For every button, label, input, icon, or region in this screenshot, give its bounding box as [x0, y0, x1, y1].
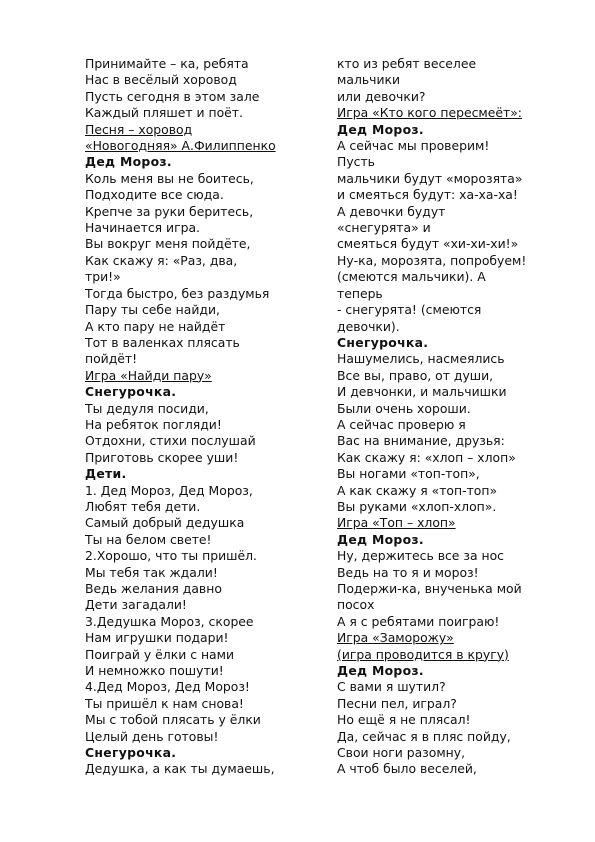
speaker-heading: Снегурочка.	[337, 334, 429, 350]
text-line: Подержи-ка, внученька мой	[337, 581, 522, 596]
text-line: - снегурята! (смеются	[337, 302, 482, 318]
text-line: А как скажу я «топ-топ»	[337, 482, 498, 498]
text-line: А сейчас проверю я	[337, 416, 466, 432]
text-line: Приготовь скорее уши!	[85, 449, 239, 465]
text-line: мальчики	[337, 72, 401, 88]
text-line: (смеются мальчики). А	[337, 269, 486, 285]
text-line: Мы тебя так ждали!	[85, 564, 218, 580]
text-line: или девочки?	[337, 88, 426, 104]
activity-heading: Игра «Кто кого пересмеёт»:	[337, 105, 522, 121]
text-line: Пусть сегодня в этом зале	[85, 88, 260, 104]
speaker-heading: Дед Мороз.	[337, 121, 424, 137]
text-line: Целый день готовы!	[85, 728, 219, 744]
speaker-heading: Снегурочка.	[85, 745, 177, 761]
text-line: А девочки будут	[337, 203, 446, 219]
text-line: Тогда быстро, без раздумья	[85, 285, 270, 301]
text-line: Коль меня вы не боитесь,	[85, 170, 254, 186]
text-line: «снегурята» и	[337, 220, 431, 236]
text-line: С вами я шутил?	[337, 679, 446, 695]
text-line: А я с ребятами поиграю!	[337, 613, 500, 629]
text-line: Дедушка, а как ты думаешь,	[85, 761, 275, 777]
text-line: Все вы, право, от души,	[337, 367, 494, 383]
text-line: посох	[337, 597, 375, 613]
text-line: 1. Дед Мороз, Дед Мороз,	[85, 482, 253, 498]
text-line: Свои ноги разомну,	[337, 745, 466, 761]
speaker-heading: Дед Мороз.	[337, 531, 424, 547]
text-line: Были очень хороши.	[337, 400, 471, 416]
text-line: 3.Дедушка Мороз, скорее	[85, 613, 254, 629]
text-line: Подходите все сюда.	[85, 187, 224, 203]
text-line: Нам игрушки подари!	[85, 630, 229, 646]
text-line: Поиграй у ёлки с нами	[85, 646, 235, 662]
text-line: пойдёт!	[85, 351, 138, 367]
text-line: Крепче за руки беритесь,	[85, 203, 254, 219]
text-line: Вы ногами «топ-топ»,	[337, 466, 480, 482]
text-line: теперь	[337, 285, 383, 301]
text-line: три!»	[85, 269, 121, 285]
text-line: Вы вокруг меня пойдёте,	[85, 236, 251, 252]
text-line: Как скажу я: «хлоп – хлоп»	[337, 449, 516, 465]
text-line: Ведь желания давно	[85, 581, 222, 596]
activity-heading: «Новогодняя» А.Филиппенко	[85, 138, 276, 154]
speaker-heading: Дед Мороз.	[85, 154, 172, 170]
text-line: Ты на белом свете!	[85, 531, 212, 547]
text-line: На ребяток погляди!	[85, 416, 222, 432]
text-line: и смеяться будут: ха-ха-ха!	[337, 187, 518, 203]
activity-heading: Игра «Найди пару»	[85, 367, 212, 383]
text-line: А кто пару не найдёт	[85, 318, 226, 334]
text-line: Нашумелись, насмеялись	[337, 351, 505, 367]
text-line: Нас в весёлый хоровод	[85, 72, 237, 88]
text-line: Ну-ка, морозята, попробуем!	[337, 252, 527, 268]
activity-heading: (игра проводится в кругу)	[337, 646, 509, 662]
text-line: смеяться будут «хи-хи-хи!»	[337, 236, 519, 252]
text-line: Любят тебя дети.	[85, 498, 201, 514]
text-line: Ты пришёл к нам снова!	[85, 695, 244, 711]
text-line: Пару ты себе найди,	[85, 302, 220, 318]
activity-heading: Песня – хоровод	[85, 121, 193, 137]
text-line: кто из ребят веселее	[337, 56, 477, 71]
text-line: Но ещё я не плясал!	[337, 712, 471, 728]
text-line: Начинается игра.	[85, 220, 200, 236]
text-line: Самый добрый дедушка	[85, 515, 245, 531]
text-line: Мы с тобой плясать у ёлки	[85, 712, 261, 728]
text-line: А сейчас мы проверим!	[337, 138, 490, 154]
text-line: Ну, держитесь все за нос	[337, 548, 504, 564]
text-line: Каждый пляшет и поёт.	[85, 105, 243, 121]
text-line: 4.Дед Мороз, Дед Мороз!	[85, 679, 250, 695]
text-line: И немножко пошути!	[85, 663, 224, 679]
text-line: Вас на внимание, друзья:	[337, 433, 505, 449]
text-line: А чтоб было веселей,	[337, 761, 477, 777]
text-line: Вы руками «хлоп-хлоп».	[337, 498, 497, 514]
text-line: 2.Хорошо, что ты пришёл.	[85, 548, 257, 564]
activity-heading: Игра «Топ – хлоп»	[337, 515, 456, 531]
right-text-column	[337, 56, 565, 778]
text-line: Как скажу я: «Раз, два,	[85, 252, 238, 268]
text-line: Принимайте – ка, ребята	[85, 56, 249, 71]
speaker-heading: Снегурочка.	[85, 384, 177, 400]
activity-heading: Игра «Заморожу»	[337, 630, 454, 646]
text-line: Тот в валенках плясать	[85, 334, 240, 350]
speaker-heading: Дед Мороз.	[337, 663, 424, 679]
text-line: Ведь на то я и мороз!	[337, 564, 479, 580]
text-line: девочки).	[337, 318, 400, 334]
text-line: Пусть	[337, 154, 375, 170]
text-line: Отдохни, стихи послушай	[85, 433, 256, 449]
text-line: Ты дедуля посиди,	[85, 400, 209, 416]
text-line: Дети загадали!	[85, 597, 187, 613]
left-text-column	[85, 56, 313, 778]
text-line: Да, сейчас я в пляс пойду,	[337, 728, 511, 744]
speaker-heading: Дети.	[85, 466, 127, 482]
text-line: И девчонки, и мальчишки	[337, 384, 507, 400]
text-line: мальчики будут «морозята»	[337, 170, 523, 186]
text-line: Песни пел, играл?	[337, 695, 457, 711]
